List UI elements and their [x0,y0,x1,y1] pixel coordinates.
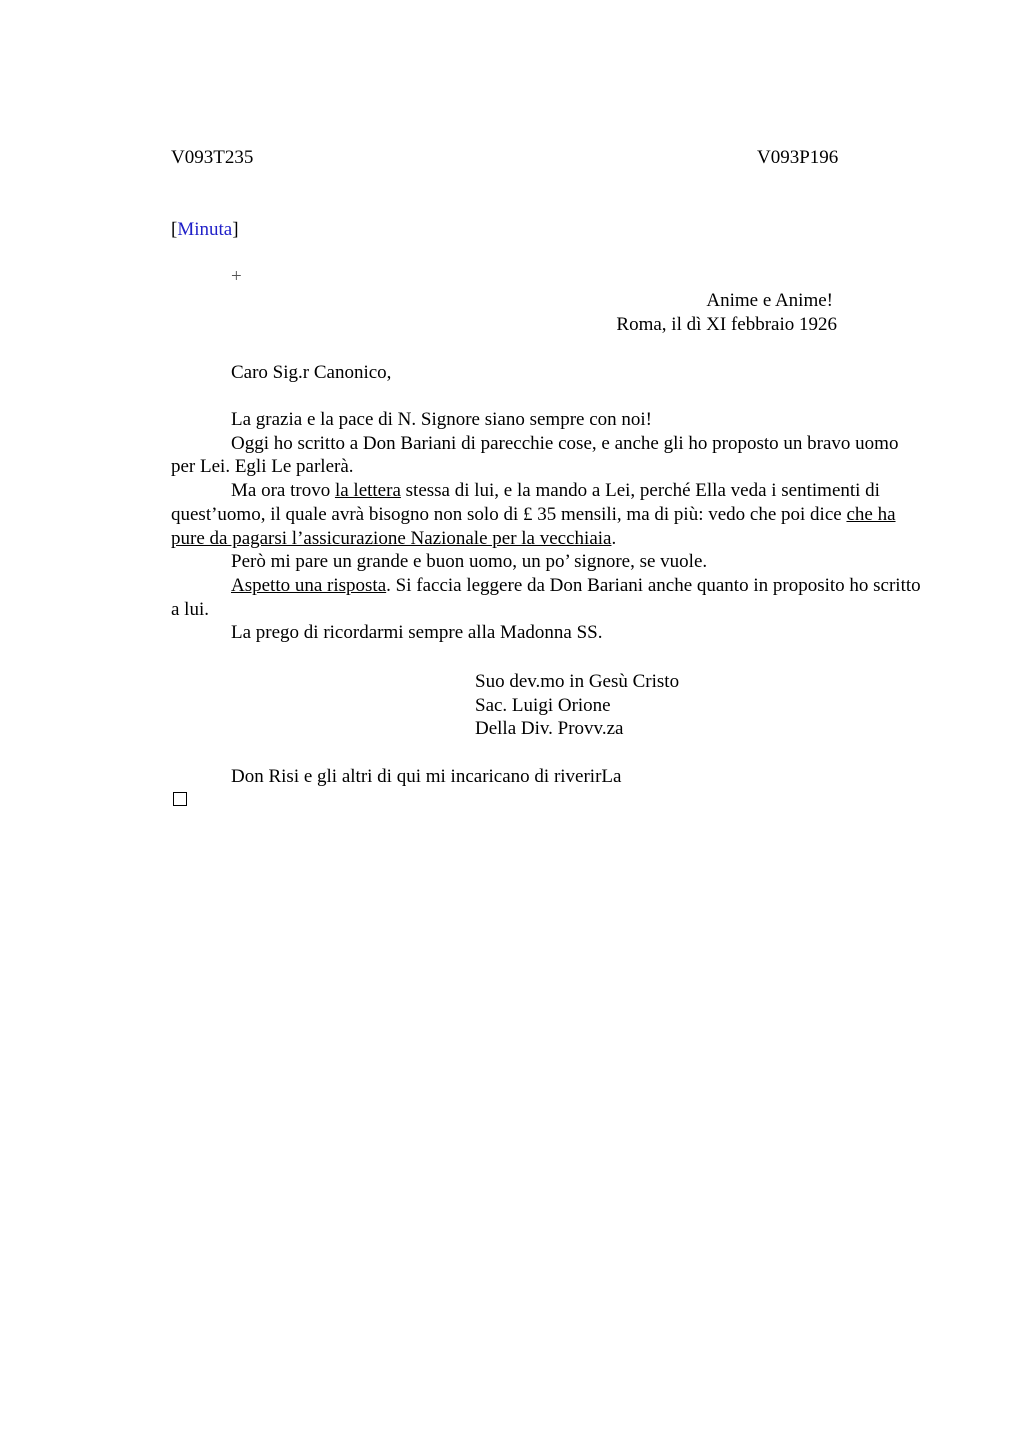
paragraph-letter-part-c: . [611,527,617,549]
end-box-icon [173,792,187,806]
minuta-label [171,218,239,242]
paragraph-don-bariani: Oggi ho scritto a Don Bariani di parecchie cose, e anche gli ho proposto un bravo uomo per Lei. Egli Le parlerà. [171,432,899,478]
signature-affiliation: Della Div. Provv.za [475,718,624,740]
letter-body [171,408,927,645]
minuta-link[interactable]: Minuta [177,219,233,240]
paragraph-letter-part-a: Ma ora trovo [231,480,335,502]
motto: Anime e Anime! [706,290,833,311]
minuta-open-bracket: [ [171,219,178,240]
paragraph-prayer: La prego di ricordarmi sempre alla Madonna SS. [231,622,603,644]
cross-symbol: + [231,266,242,287]
minuta-close-bracket: ] [232,219,239,240]
signature-block [475,670,679,741]
signature-closing: Suo dev.mo in Gesù Cristo [475,671,680,692]
paragraph-reply-rest: . Si faccia leggere da Don Bariani anche quanto in proposito ho scritto a lui. [171,574,921,620]
paragraph-opinion: Però mi pare un grande e buon uomo, un po’ signore, se vuole. [231,551,708,573]
underlined-la-lettera: la lettera [334,480,401,502]
paragraph-letter [171,479,927,550]
document-code-left: V093T235 [171,147,254,168]
underlined-assicurazione: che ha pure da pagarsi l’assicurazione Nazionale per la vecchiaia [171,503,896,549]
paragraph-reply [171,574,927,621]
underlined-aspetto-risposta: Aspetto una risposta [231,574,387,596]
postscript: Don Risi e gli altri di qui mi incaricano di riverirLa [231,766,622,787]
paragraph-letter-part-b: stessa di lui, e la mando a Lei, perché Ella veda i sentimenti di quest’uomo, il quale avrà bisogno non solo di £ 35 mensili, ma di più: vedo che poi dice [171,480,880,525]
dateline: Roma, il dì XI febbraio 1926 [616,314,837,335]
document-code-right: V093P196 [757,147,839,168]
signature-name: Sac. Luigi Orione [475,694,611,716]
paragraph-greeting: La grazia e la pace di N. Signore siano sempre con noi! [231,409,653,430]
salutation: Caro Sig.r Canonico, [231,362,392,383]
